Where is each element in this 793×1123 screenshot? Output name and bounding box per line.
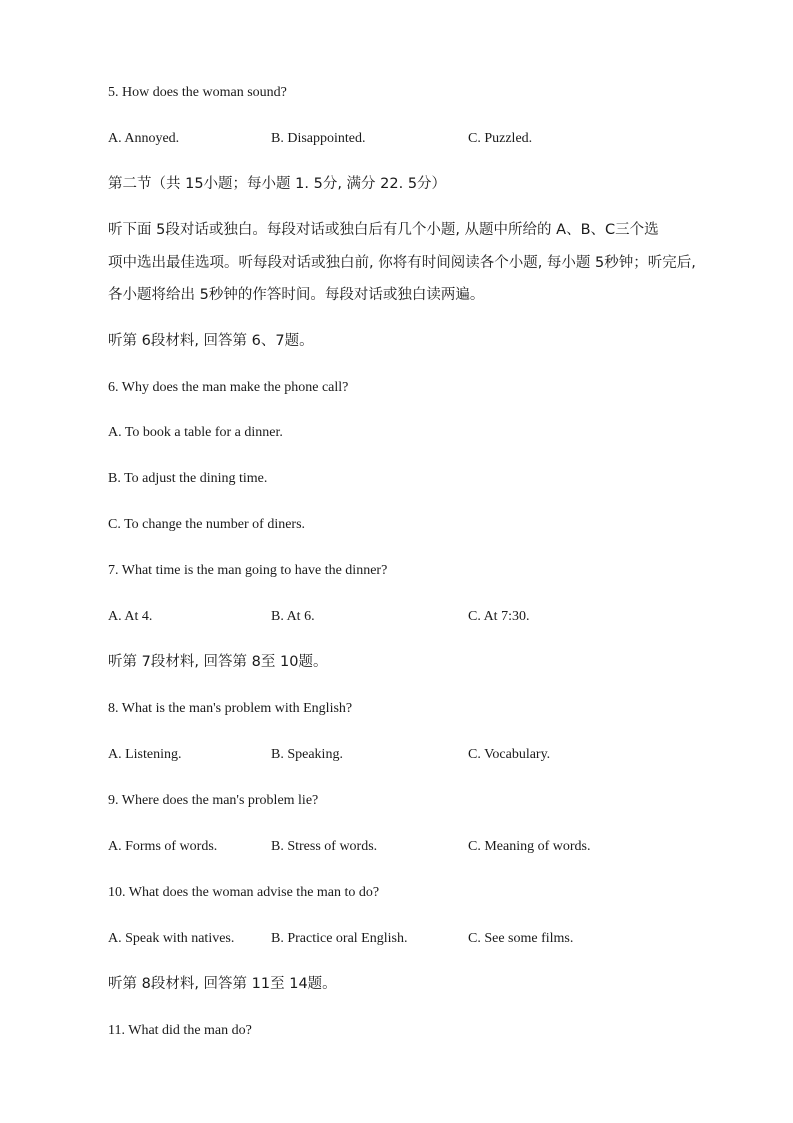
q8-option-b: B. Speaking.: [271, 747, 343, 762]
question-6: 6. Why does the man make the phone call?: [108, 380, 349, 395]
question-9: 9. Where does the man's problem lie?: [108, 793, 319, 808]
q5-option-b: B. Disappointed.: [271, 131, 366, 146]
q9-option-b: B. Stress of words.: [271, 839, 378, 854]
section-2-instructions-line-3: 各小题将给出 5秒钟的作答时间。每段对话或独白读两遍。: [108, 287, 485, 303]
q9-option-c: C. Meaning of words.: [468, 839, 591, 854]
q6-option-a: A. To book a table for a dinner.: [108, 425, 283, 440]
section-2-heading: 第二节（共 15小题；每小题 1. 5分, 满分 22. 5分）: [108, 176, 447, 192]
section-2-instructions-line-1: 听下面 5段对话或独白。每段对话或独白后有几个小题, 从题中所给的 A、B、C三个选: [108, 222, 659, 238]
q6-option-b: B. To adjust the dining time.: [108, 471, 268, 486]
q8-option-a: A. Listening.: [108, 747, 182, 762]
q10-option-c: C. See some films.: [468, 931, 574, 946]
q10-option-a: A. Speak with natives.: [108, 931, 235, 946]
q9-option-a: A. Forms of words.: [108, 839, 218, 854]
q6-option-c: C. To change the number of diners.: [108, 517, 306, 532]
q10-option-b: B. Practice oral English.: [271, 931, 408, 946]
q5-option-c: C. Puzzled.: [468, 131, 533, 146]
question-7: 7. What time is the man going to have the dinner?: [108, 563, 388, 578]
q7-option-c: C. At 7:30.: [468, 609, 530, 624]
material-6-heading: 听第 6段材料, 回答第 6、7题。: [108, 333, 314, 349]
question-5: 5. How does the woman sound?: [108, 85, 287, 100]
section-2-instructions-line-2: 项中选出最佳选项。听每段对话或独白前, 你将有时间阅读各个小题, 每小题 5秒钟；听完后,: [108, 255, 696, 271]
q7-option-a: A. At 4.: [108, 609, 153, 624]
q7-option-b: B. At 6.: [271, 609, 315, 624]
q5-option-a: A. Annoyed.: [108, 131, 180, 146]
material-7-heading: 听第 7段材料, 回答第 8至 10题。: [108, 654, 328, 670]
question-10: 10. What does the woman advise the man to do?: [108, 885, 380, 900]
material-8-heading: 听第 8段材料, 回答第 11至 14题。: [108, 976, 337, 992]
question-8: 8. What is the man's problem with English?: [108, 701, 353, 716]
q8-option-c: C. Vocabulary.: [468, 747, 551, 762]
question-11: 11. What did the man do?: [108, 1023, 252, 1038]
